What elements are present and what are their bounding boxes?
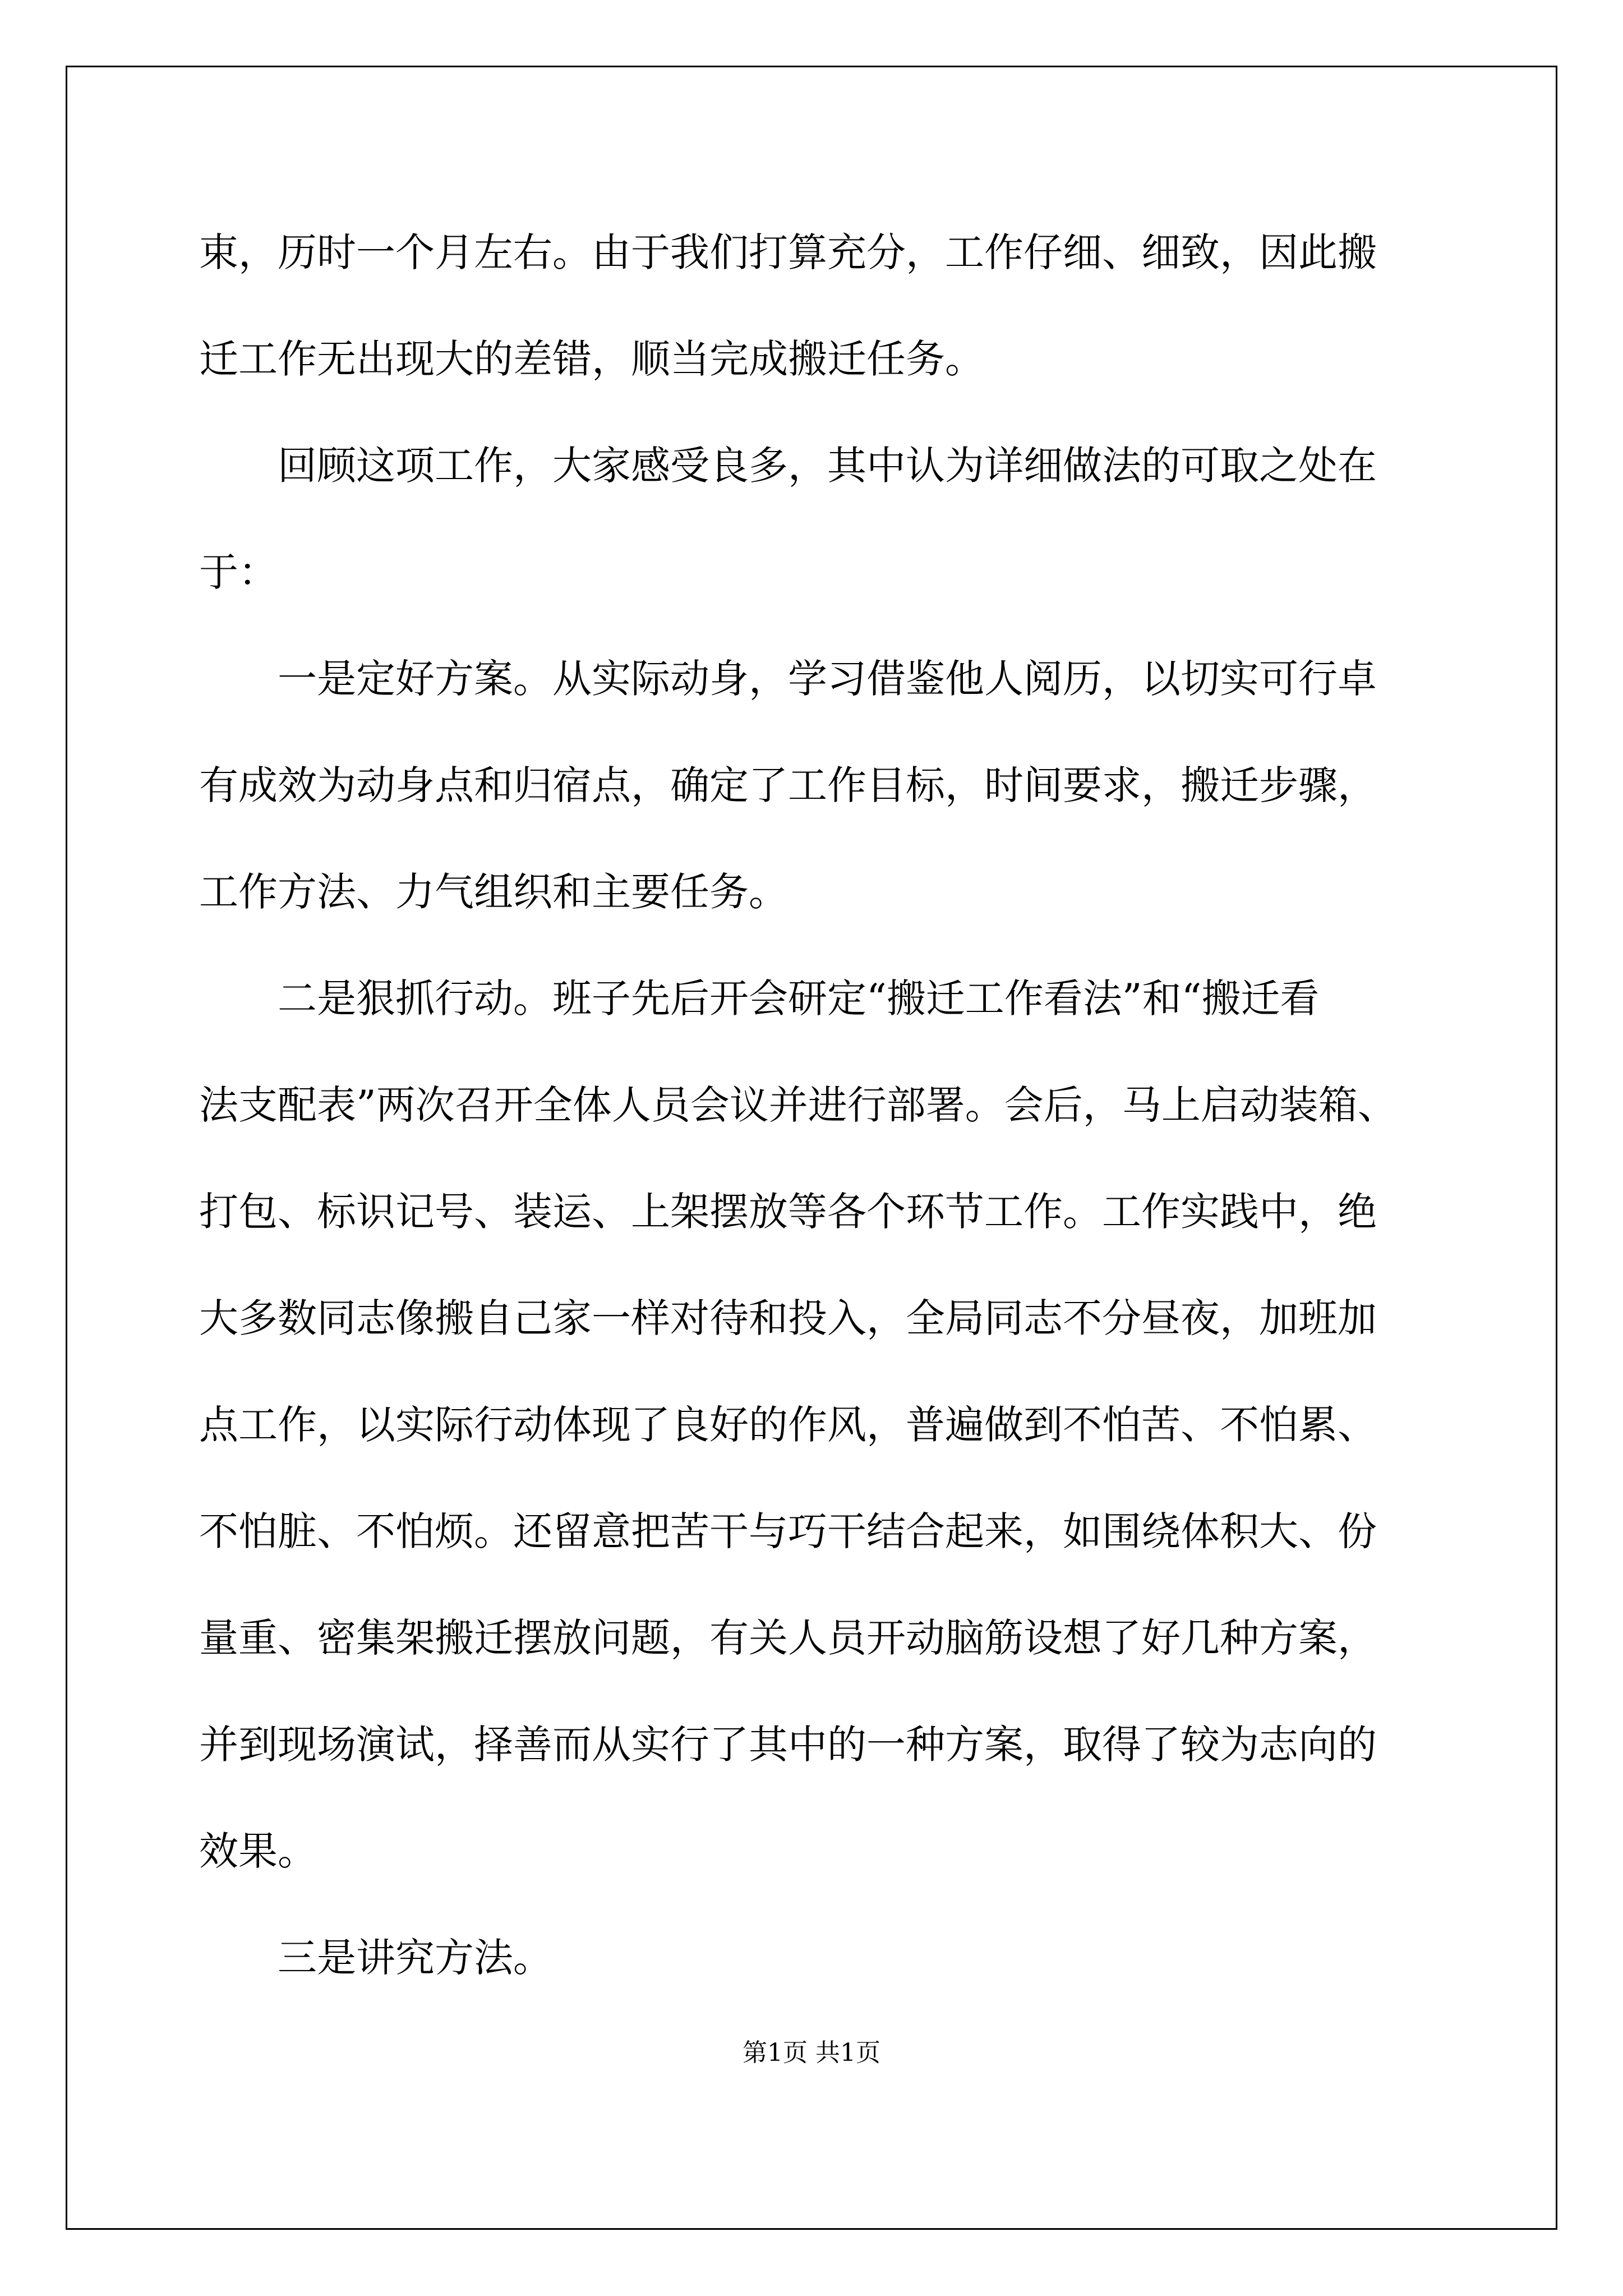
body-line: 于： <box>199 549 278 595</box>
body-line: 迁工作无出现大的差错，顺当完成搬迁任务。 <box>199 336 984 382</box>
paragraph-start-line: 回顾这项工作，大家感受良多，其中认为详细做法的可取之处在 <box>278 443 1377 489</box>
body-line: 有成效为动身点和归宿点，确定了工作目标，时间要求，搬迁步骤， <box>199 762 1377 808</box>
body-line: 束，历时一个月左右。由于我们打算充分，工作仔细、细致，因此搬 <box>199 229 1377 275</box>
body-line: 大多数同志像搬自己家一样对待和投入，全局同志不分昼夜，加班加 <box>199 1295 1377 1341</box>
body-line: 点工作，以实际行动体现了良好的作风，普遍做到不怕苦、不怕累、 <box>199 1402 1377 1448</box>
body-line: 效果。 <box>199 1828 317 1874</box>
page-number-footer: 第1页 共1页 <box>743 2039 880 2067</box>
body-line: 量重、密集架搬迁摆放问题，有关人员开动脑筋设想了好几种方案， <box>199 1615 1377 1661</box>
body-line: 不怕脏、不怕烦。还留意把苦干与巧干结合起来，如围绕体积大、份 <box>199 1508 1377 1554</box>
page-border <box>66 66 1557 2230</box>
body-line: 并到现场演试，择善而从实行了其中的一种方案，取得了较为志向的 <box>199 1722 1377 1768</box>
paragraph-start-line: 一是定好方案。从实际动身，学习借鉴他人阅历，以切实可行卓 <box>278 656 1377 702</box>
body-line: 工作方法、力气组织和主要任务。 <box>199 869 788 915</box>
body-line: 法支配表”两次召开全体人员会议并进行部署。会后，马上启动装箱、 <box>199 1082 1397 1128</box>
paragraph-start-line: 二是狠抓行动。班子先后开会研定“搬迁工作看法”和“搬迁看 <box>278 976 1320 1022</box>
body-line: 打包、标识记号、装运、上架摆放等各个环节工作。工作实践中，绝 <box>199 1189 1377 1235</box>
paragraph-start-line: 三是讲究方法。 <box>278 1935 552 1981</box>
